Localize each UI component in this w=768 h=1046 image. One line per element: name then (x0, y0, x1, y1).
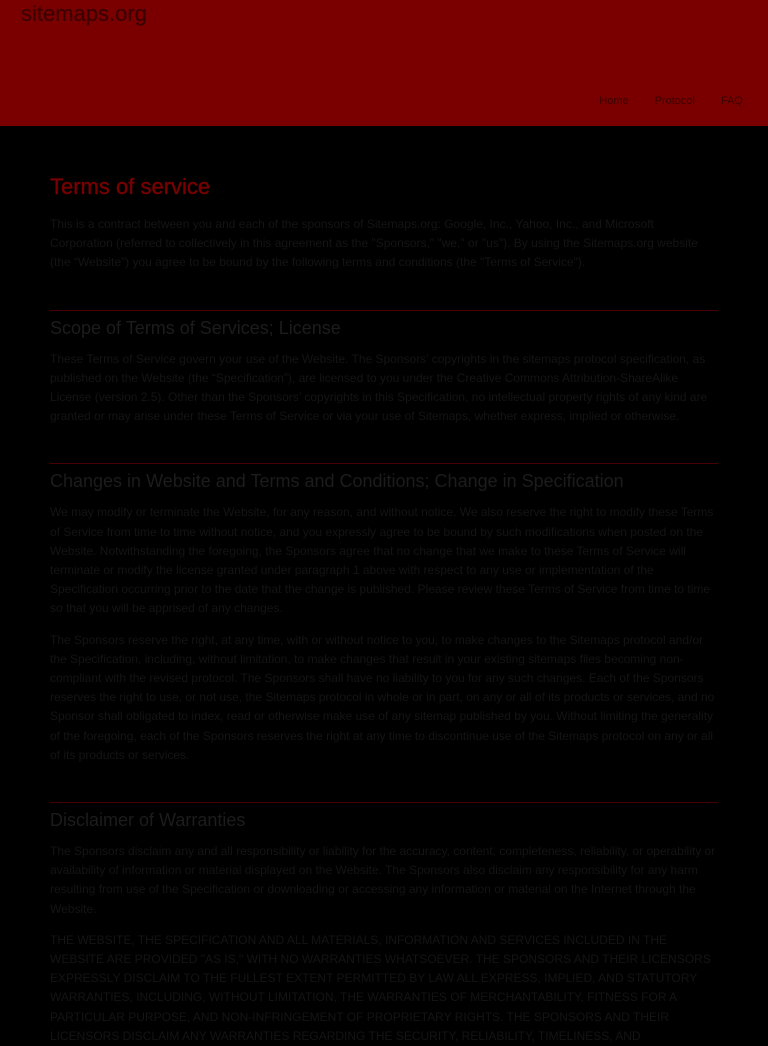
section-changes (50, 463, 718, 765)
page-title: Terms of service (50, 174, 211, 199)
nav-protocol-link[interactable]: Protocol (654, 95, 695, 107)
section-paragraph: THE WEBSITE, THE SPECIFICATION AND ALL MATERIALS, INFORMATION AND SERVICES INCLUDED IN THE WEBSITE ARE PROVIDED "AS IS," WITH NO WARRANTIES WHATSOEVER. THE SPONSORS AND THEIR LICENSORS EXPRESSLY DISCLAIM TO THE FULLEST EXTENT PERMITTED BY LAW ALL EXPRESS, IMPLIED, AND STATUTORY WARRANTIES, INCLUDING, WITHOUT LIMITATION, THE WARRANTIES OF MERCHANTABILITY, FITNESS FOR A PARTICULAR PURPOSE, AND NON-INFRINGEMENT OF PROPRIETARY RIGHTS. THE SPONSORS AND THEIR LICENSORS DISCLAIM ANY WARRANTIES REGARDING THE SECURITY, RELIABILITY, TIMELINESS, AND (50, 932, 711, 1043)
section-paragraph: The Sponsors reserve the right, at any time, with or without notice to you, to make changes to the Sitemaps protocol and/or the Specification, including, without limitation, to make changes that result in your existing sitemaps files becoming non-compliant with the revised protocol. The Sponsors shall have no liability to you for any such changes. Each of the Sponsors reserves the right to use, or not use, the Sitemaps protocol in whole or in part, on any or all of its products or services, and no Sponsor shall obligated to index, read or otherwise make use of any sitemap published by you. Without limiting the generality of the foregoing, each of the Sponsors reserves the right at any time to discontinue use of the Sitemaps protocol on any or all of its products or services. (50, 632, 715, 762)
site-title-link[interactable]: sitemaps.org (21, 1, 147, 26)
section-heading: Disclaimer of Warranties (50, 810, 246, 831)
section-paragraph: These Terms of Service govern your use of the Website. The Sponsors’ copyrights in the sitemaps protocol specification, as published on the Website (the “Specification”), are licensed to you under the Creative Commons Attribution-ShareAlike License (version 2.5). Other than the Sponsors’ copyrights in this Specification, no intellectual property rights of any kind are granted or may arise under these Terms of Service or via your use of Sitemaps, whether express, implied or otherwise. (50, 351, 708, 424)
section-paragraph: The Sponsors disclaim any and all responsibility or liability for the accuracy, content, completeness, reliability, or operability or availability of information or material displayed on the Website. The Sponsors also disclaim any responsibility for any harm resulting from use of the Specification or downloading or accessing any information or material on the Internet through the Website. (50, 844, 716, 916)
site-header (0, 0, 768, 126)
intro-paragraph: This is a contract between you and each of the sponsors of Sitemaps.org: Google, Inc., Yahoo, Inc., and Microsoft Corporation (referred to collectively in this agreement as the "Sponsors," "we," or "us"). By using the Sitemaps.org website (the “Website”) you agree to be bound by the following terms and conditions (the "Terms of Service"). (50, 217, 698, 270)
section-heading: Scope of Terms of Services; License (50, 317, 341, 338)
section-disclaimer (50, 802, 718, 1046)
main-content (50, 172, 718, 1046)
top-nav (573, 94, 743, 108)
nav-home-link[interactable]: Home (599, 95, 629, 107)
section-paragraph: We may modify or terminate the Website, for any reason, and without notice. We also reserve the right to modify these Terms of Service from time to time without notice, and you expressly agree to be bound by such modifications when posted on the Website. Notwithstanding the foregoing, the Sponsors agree that no change that we make to these Terms of Service will terminate or modify the license granted under paragraph 1 above with respect to any use or implementation of the Specification occurring prior to the date that the change is published. Please review these Terms of Service from time to time so that you will be apprised of any changes. (50, 505, 714, 616)
section-scope (50, 310, 718, 427)
section-heading: Changes in Website and Terms and Conditions; Change in Specification (50, 471, 624, 492)
nav-faq-link[interactable]: FAQ (720, 95, 743, 107)
